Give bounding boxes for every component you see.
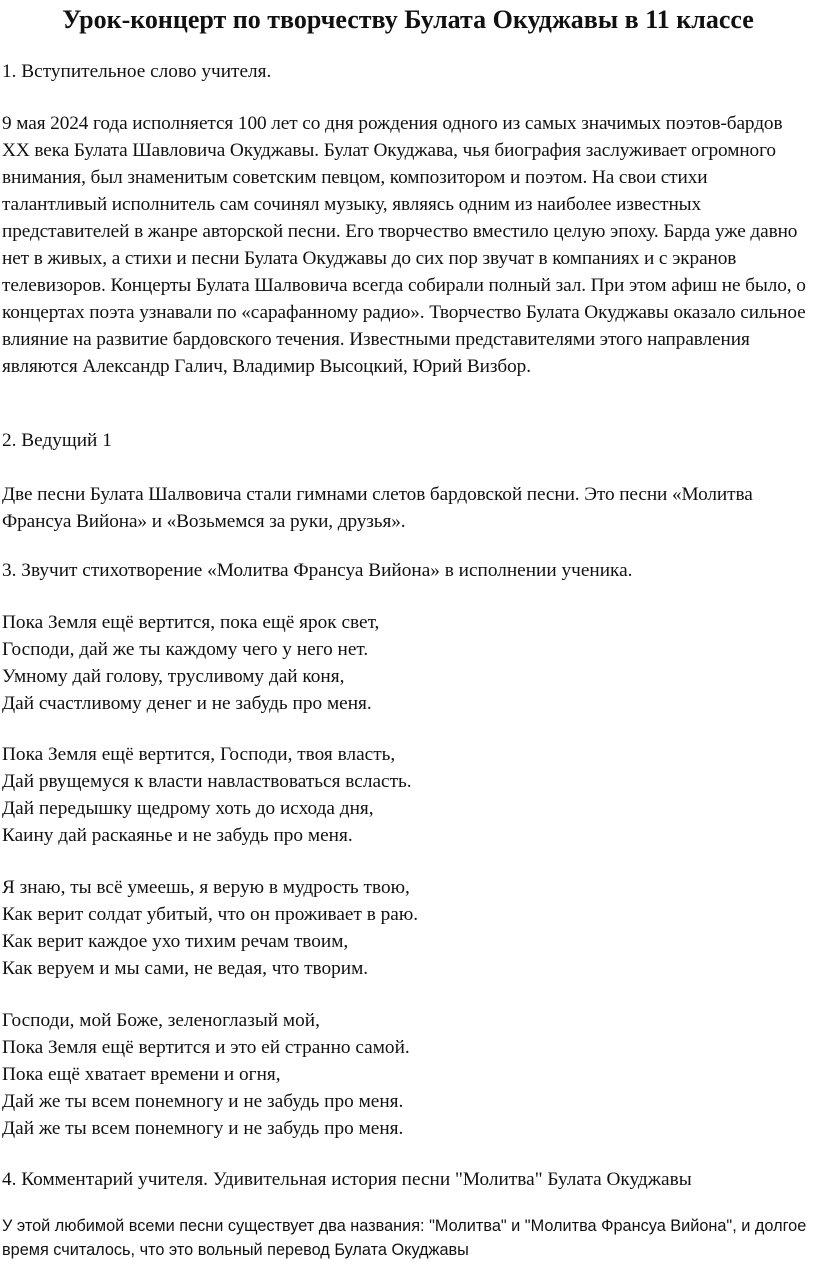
poem-line: Как веруем и мы сами, не ведая, что творим.	[2, 958, 369, 979]
poem-stanza-2	[2, 741, 814, 849]
poem-line: Пока Земля ещё вертится, Господи, твоя власть,	[2, 744, 396, 765]
section-1-heading: 1. Вступительное слово учителя.	[2, 61, 272, 82]
poem-line: Дай же ты всем понемногу и не забудь про меня.	[2, 1118, 404, 1139]
poem-stanza-3	[2, 874, 814, 982]
section-2-heading: 2. Ведущий 1	[2, 430, 112, 451]
poem-line: Пока ещё хватает времени и огня,	[2, 1064, 281, 1085]
poem-stanza-4	[2, 1007, 814, 1142]
poem-line: Пока Земля ещё вертится и это ей странно самой.	[2, 1037, 410, 1058]
poem-line: Как верит солдат убитый, что он проживает в раю.	[2, 904, 419, 925]
intro-paragraph: 9 мая 2024 года исполняется 100 лет со дня рождения одного из самых значимых поэтов-бардов XX века Булата Шавловича Окуджавы. Булат Окуджава, чья биография заслуживает огромного внимания, был знаменитым советским певцом, композитором и поэтом. На свои стихи талантливый исполнитель сам сочинял музыку, являясь одним из наиболее известных представителей в жанре авторской песни. Его творчество вместило целую эпоху. Барда уже давно нет в живых, а стихи и песни Булата Окуджавы до сих пор звучат в компаниях и с экранов телевизоров. Концерты Булата Шалвовича всегда собирали полный зал. При этом афиш не было, о концертах поэта узнавали по «сарафанному радио». Творчество Булата Окуджавы оказало сильное влияние на развитие бардовского течения. Известными представителями этого направления являются Александр Галич, Владимир Высоцкий, Юрий Визбор.	[2, 113, 806, 377]
poem-line: Дай рвущемуся к власти навластвоваться всласть.	[2, 771, 412, 792]
poem-line: Пока Земля ещё вертится, пока ещё ярок свет,	[2, 612, 380, 633]
poem-line: Умному дай голову, трусливому дай коня,	[2, 666, 345, 687]
poem-line: Я знаю, ты всё умеешь, я верую в мудрость твою,	[2, 877, 410, 898]
poem-line: Каину дай раскаянье и не забудь про меня.	[2, 825, 353, 846]
section-3-heading: 3. Звучит стихотворение «Молитва Франсуа Вийона» в исполнении ученика.	[2, 560, 633, 581]
poem-line: Господи, дай же ты каждому чего у него нет.	[2, 639, 369, 660]
poem-line: Как верит каждое ухо тихим речам твоим,	[2, 931, 349, 952]
comment-paragraph: У этой любимой всеми песни существует два названия: "Молитва" и "Молитва Франсуа Вийона", и долгое время считалось, что это вольный перевод Булата Окуджавы	[2, 1217, 807, 1259]
host-paragraph: Две песни Булата Шалвовича стали гимнами слетов бардовской песни. Это песни «Молитва Франсуа Вийона» и «Возьмемся за руки, друзья».	[2, 484, 753, 532]
poem-line: Господи, мой Боже, зеленоглазый мой,	[2, 1010, 320, 1031]
poem-line: Дай же ты всем понемногу и не забудь про меня.	[2, 1091, 404, 1112]
poem-line: Дай счастливому денег и не забудь про меня.	[2, 693, 372, 714]
poem-stanza-1	[2, 609, 814, 717]
section-4-heading: 4. Комментарий учителя. Удивительная история песни "Молитва" Булата Окуджавы	[2, 1169, 692, 1190]
document-title: Урок-концерт по творчеству Булата Окуджавы в 11 классе	[62, 5, 754, 34]
poem-line: Дай передышку щедрому хоть до исхода дня,	[2, 798, 374, 819]
